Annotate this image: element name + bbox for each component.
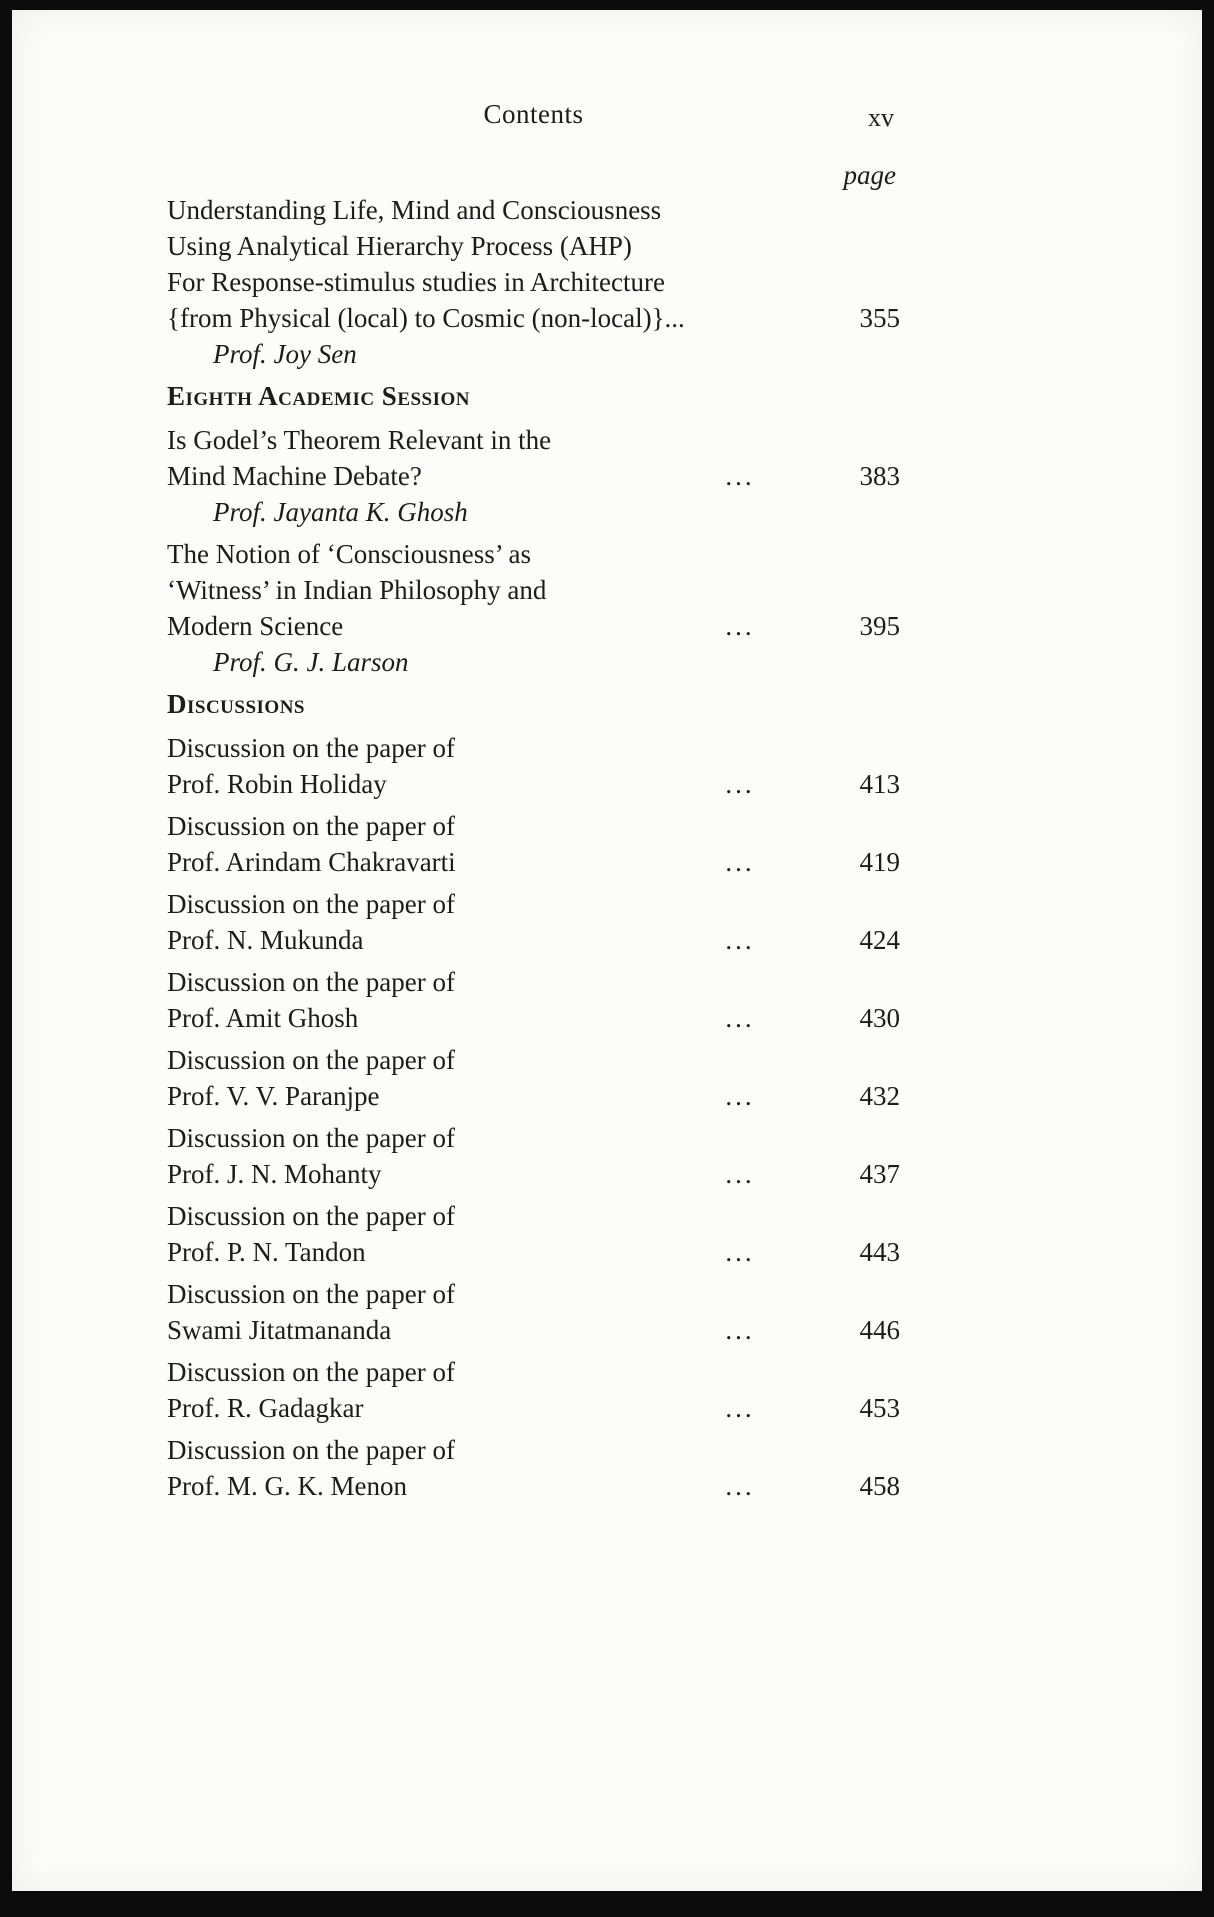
entry-last-line xyxy=(167,844,900,880)
toc-entry xyxy=(167,964,900,1036)
entry-title-line: Using Analytical Hierarchy Process (AHP) xyxy=(167,231,632,261)
entry-last-line xyxy=(167,300,900,336)
entry-title-line: Discussion on the paper of xyxy=(167,1357,455,1387)
folio-page-number: xv xyxy=(868,103,894,132)
toc-entry xyxy=(167,1120,900,1192)
entry-page-number: 446 xyxy=(859,1315,900,1345)
entry-title-line: Is Godel’s Theorem Relevant in the xyxy=(167,425,552,455)
leader-dots: ... xyxy=(725,1081,755,1111)
entry-lines xyxy=(167,886,900,958)
entry-last-line xyxy=(167,766,900,802)
entry-author: Prof. Jayanta K. Ghosh xyxy=(213,497,468,527)
entry-title-line: Discussion on the paper of xyxy=(167,1435,455,1465)
entry-last-line xyxy=(167,922,900,958)
entry-title-text: Prof. Amit Ghosh xyxy=(167,1003,359,1033)
entry-title-line: Discussion on the paper of xyxy=(167,1123,455,1153)
entry-page-number: 430 xyxy=(859,1003,900,1033)
entry-lines xyxy=(167,1120,900,1192)
entry-title-line: Discussion on the paper of xyxy=(167,1279,455,1309)
entry-lines xyxy=(167,422,900,494)
toc-entry xyxy=(167,1042,900,1114)
entry-last-line xyxy=(167,458,900,494)
toc-entries xyxy=(167,192,900,1504)
entry-last-line xyxy=(167,1312,900,1348)
leader-dots: ... xyxy=(725,611,755,641)
entry-page-number: 432 xyxy=(859,1081,900,1111)
entry-title-text: Prof. P. N. Tandon xyxy=(167,1237,366,1267)
section-heading: Discussions xyxy=(167,689,305,719)
scanned-page xyxy=(12,10,1202,1891)
entry-lines xyxy=(167,808,900,880)
page-title: Contents xyxy=(483,99,584,129)
entry-title-line: The Notion of ‘Consciousness’ as xyxy=(167,539,531,569)
entry-author: Prof. G. J. Larson xyxy=(213,647,409,677)
entry-page-number: 413 xyxy=(859,769,900,799)
leader-dots: ... xyxy=(725,1315,755,1345)
toc-entry xyxy=(167,422,900,530)
entry-title-text: Prof. Robin Holiday xyxy=(167,769,387,799)
entry-author: Prof. Joy Sen xyxy=(213,339,357,369)
entry-page-number: 437 xyxy=(859,1159,900,1189)
entry-page-number: 395 xyxy=(859,611,900,641)
toc-entry xyxy=(167,1198,900,1270)
entry-page-number: 419 xyxy=(859,847,900,877)
entry-last-line xyxy=(167,1000,900,1036)
entry-last-line xyxy=(167,1234,900,1270)
entry-title-text: Prof. R. Gadagkar xyxy=(167,1393,364,1423)
entry-last-line xyxy=(167,1468,900,1504)
entry-last-line xyxy=(167,1390,900,1426)
entry-last-line xyxy=(167,1156,900,1192)
entry-lines xyxy=(167,1276,900,1348)
entry-title-text: Modern Science xyxy=(167,611,344,641)
entry-title-line: Discussion on the paper of xyxy=(167,889,455,919)
entry-page-number: 383 xyxy=(859,461,900,491)
leader-dots: ... xyxy=(725,1003,755,1033)
entry-title-line: Discussion on the paper of xyxy=(167,733,455,763)
entry-title-line: Discussion on the paper of xyxy=(167,1201,455,1231)
entry-title-text: {from Physical (local) to Cosmic (non-local)}... xyxy=(167,303,685,333)
entry-title-line: Discussion on the paper of xyxy=(167,811,455,841)
entry-lines xyxy=(167,730,900,802)
page-header xyxy=(167,10,900,136)
entry-page-number: 443 xyxy=(859,1237,900,1267)
entry-last-line xyxy=(167,1078,900,1114)
page-column-label: page xyxy=(843,160,896,190)
toc-entry xyxy=(167,536,900,680)
entry-title-line: For Response-stimulus studies in Architecture xyxy=(167,267,665,297)
toc-entry xyxy=(167,1432,900,1504)
entry-lines xyxy=(167,1198,900,1270)
entry-title-text: Prof. V. V. Paranjpe xyxy=(167,1081,380,1111)
entry-lines xyxy=(167,1432,900,1504)
toc-entry xyxy=(167,886,900,958)
entry-title-text: Swami Jitatmananda xyxy=(167,1315,392,1345)
entry-title-line: ‘Witness’ in Indian Philosophy and xyxy=(167,575,547,605)
toc-entry xyxy=(167,192,900,372)
leader-dots: ... xyxy=(725,1471,755,1501)
entry-lines xyxy=(167,192,900,336)
entry-title-line: Discussion on the paper of xyxy=(167,967,455,997)
leader-dots: ... xyxy=(725,461,755,491)
entry-title-text: Mind Machine Debate? xyxy=(167,461,422,491)
leader-dots: ... xyxy=(725,925,755,955)
leader-dots: ... xyxy=(725,1159,755,1189)
toc-entry xyxy=(167,730,900,802)
entry-title-text: Prof. N. Mukunda xyxy=(167,925,364,955)
entry-last-line xyxy=(167,608,900,644)
entry-page-number: 453 xyxy=(859,1393,900,1423)
leader-dots: ... xyxy=(725,847,755,877)
entry-lines xyxy=(167,964,900,1036)
entry-page-number: 458 xyxy=(859,1471,900,1501)
leader-dots: ... xyxy=(725,1393,755,1423)
toc-entry xyxy=(167,1276,900,1348)
entry-page-number: 424 xyxy=(859,925,900,955)
entry-title-line: Discussion on the paper of xyxy=(167,1045,455,1075)
entry-lines xyxy=(167,1354,900,1426)
entry-lines xyxy=(167,536,900,644)
entry-title-text: Prof. J. N. Mohanty xyxy=(167,1159,382,1189)
entry-page-number: 355 xyxy=(859,303,900,333)
page-content xyxy=(167,10,900,1504)
entry-lines xyxy=(167,1042,900,1114)
toc-entry xyxy=(167,1354,900,1426)
entry-title-text: Prof. Arindam Chakravarti xyxy=(167,847,456,877)
section-heading: Eighth Academic Session xyxy=(167,381,471,411)
leader-dots: ... xyxy=(725,1237,755,1267)
toc-entry xyxy=(167,808,900,880)
entry-title-text: Prof. M. G. K. Menon xyxy=(167,1471,407,1501)
entry-title-line: Understanding Life, Mind and Consciousness xyxy=(167,195,662,225)
leader-dots: ... xyxy=(725,769,755,799)
